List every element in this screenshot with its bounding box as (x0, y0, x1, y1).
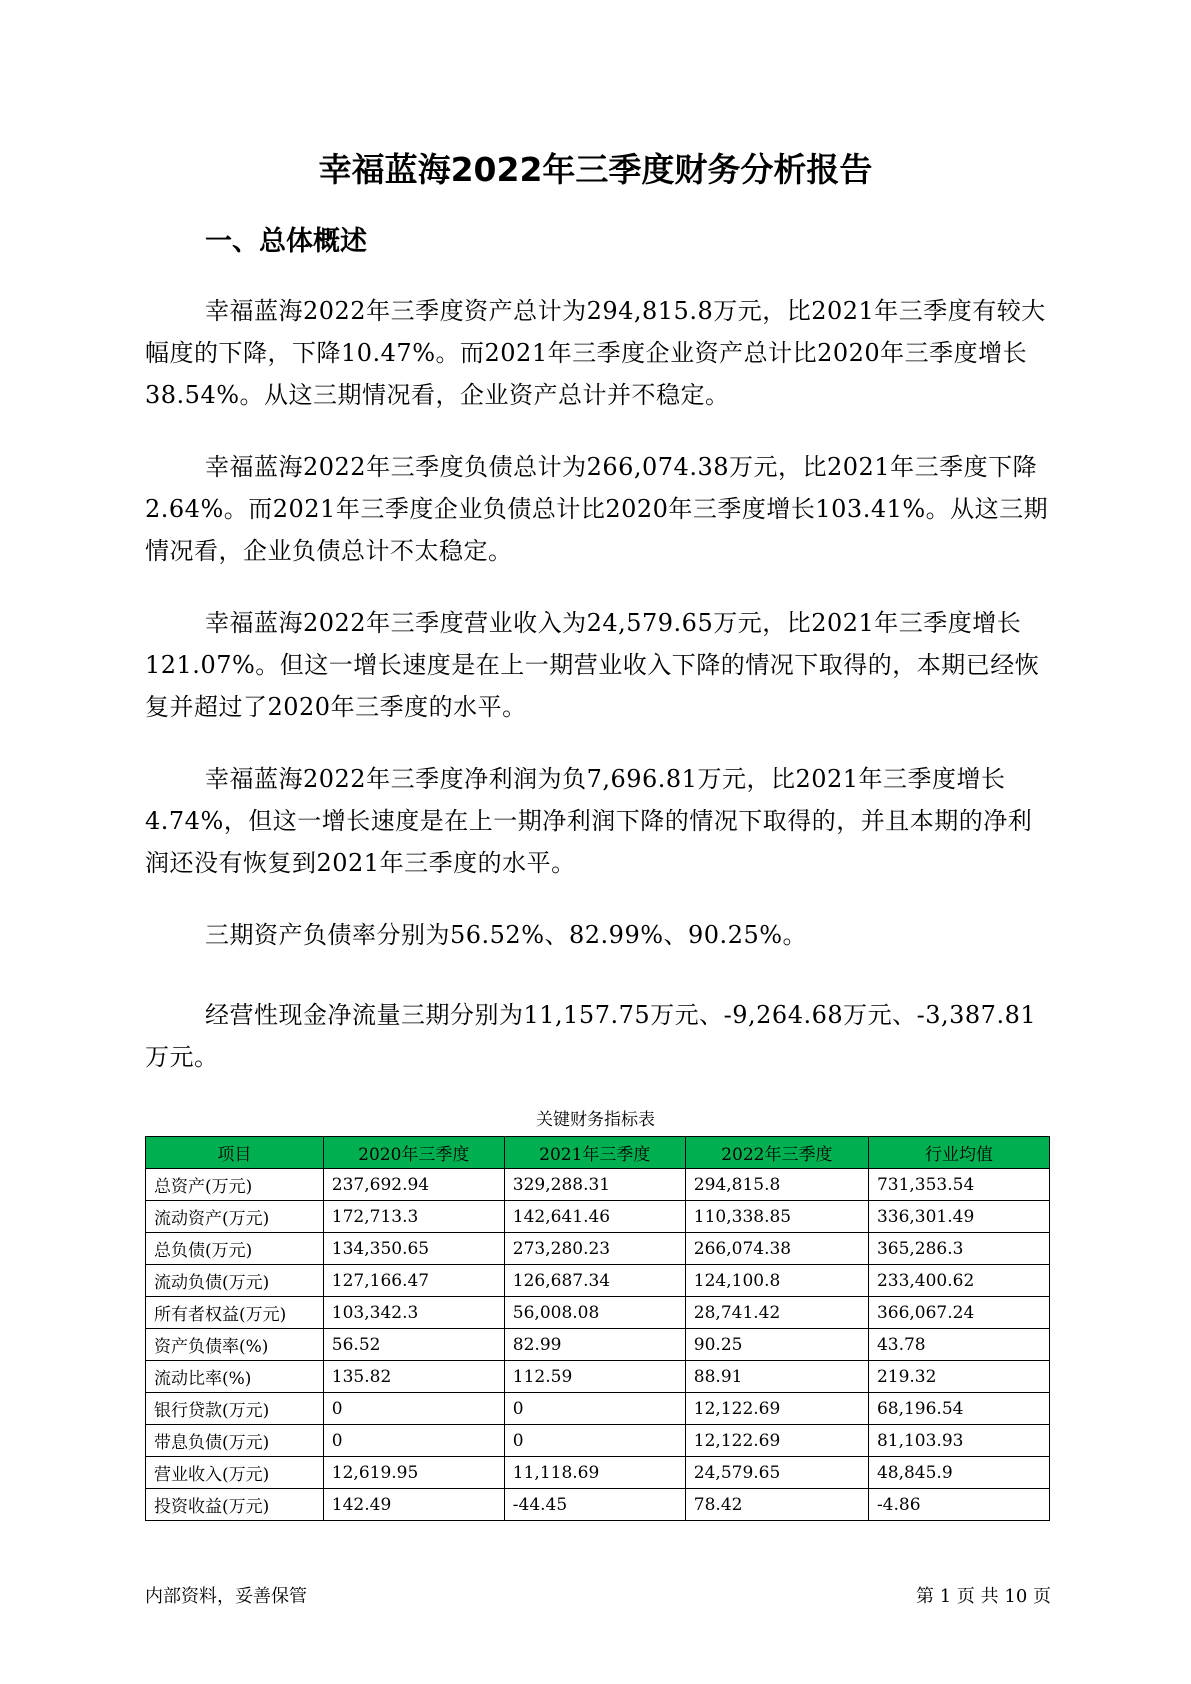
table-cell: 资产负债率(%) (146, 1329, 324, 1361)
table-cell: 731,353.54 (868, 1169, 1049, 1201)
page-title: 幸福蓝海2022年三季度财务分析报告 (318, 150, 873, 189)
table-header-cell: 2021年三季度 (504, 1137, 685, 1169)
table-cell: 12,122.69 (685, 1425, 868, 1457)
table-cell: 134,350.65 (323, 1233, 504, 1265)
paragraph-revenue (145, 602, 1050, 728)
section-heading: 一、总体概述 (205, 226, 367, 257)
table-cell: 124,100.8 (685, 1265, 868, 1297)
table-cell: 43.78 (868, 1329, 1049, 1361)
paragraph-net-profit (145, 758, 1050, 884)
page-number: 第 1 页 共 10 页 (916, 1586, 1051, 1607)
key-financial-indicators-table (145, 1136, 1050, 1521)
table-cell: 273,280.23 (504, 1233, 685, 1265)
table-row (146, 1297, 1050, 1329)
table-cell: 233,400.62 (868, 1265, 1049, 1297)
table-cell: 81,103.93 (868, 1425, 1049, 1457)
table-cell: 110,338.85 (685, 1201, 868, 1233)
table-cell: 0 (323, 1425, 504, 1457)
table-cell: 流动负债(万元) (146, 1265, 324, 1297)
table-caption: 关键财务指标表 (536, 1110, 655, 1130)
table-cell: 329,288.31 (504, 1169, 685, 1201)
paragraph-text: 三期资产负债率分别为56.52%、82.99%、90.25%。 (205, 921, 808, 949)
table-row (146, 1201, 1050, 1233)
table-cell: 68,196.54 (868, 1393, 1049, 1425)
paragraph-debt-ratio (145, 914, 1050, 956)
table-cell: 投资收益(万元) (146, 1489, 324, 1521)
table-row (146, 1425, 1050, 1457)
table-cell: 12,619.95 (323, 1457, 504, 1489)
paragraph-assets (145, 290, 1050, 416)
table-row (146, 1489, 1050, 1521)
table-header-row (146, 1137, 1050, 1169)
table-cell: 366,067.24 (868, 1297, 1049, 1329)
table-cell: 流动资产(万元) (146, 1201, 324, 1233)
table-cell: 0 (323, 1393, 504, 1425)
table-row (146, 1169, 1050, 1201)
paragraph-text: 幸福蓝海2022年三季度净利润为负7,696.81万元，比2021年三季度增长4.74%，但这一增长速度是在上一期净利润下降的情况下取得的，并且本期的净利润还没有恢复到2021年三季度的水平。 (145, 765, 1033, 877)
table-cell: 82.99 (504, 1329, 685, 1361)
table-cell: 流动比率(%) (146, 1361, 324, 1393)
table-cell: 56.52 (323, 1329, 504, 1361)
table-cell: 365,286.3 (868, 1233, 1049, 1265)
table-cell: 总资产(万元) (146, 1169, 324, 1201)
table-cell: 12,122.69 (685, 1393, 868, 1425)
table-cell: 带息负债(万元) (146, 1425, 324, 1457)
paragraph-text: 经营性现金净流量三期分别为11,157.75万元、-9,264.68万元、-3,387.81万元。 (145, 1001, 1037, 1071)
table-cell: 0 (504, 1425, 685, 1457)
table-cell: 所有者权益(万元) (146, 1297, 324, 1329)
table-cell: 294,815.8 (685, 1169, 868, 1201)
table-cell: 90.25 (685, 1329, 868, 1361)
table-row (146, 1393, 1050, 1425)
table-cell: 103,342.3 (323, 1297, 504, 1329)
table-cell: 11,118.69 (504, 1457, 685, 1489)
table-cell: 78.42 (685, 1489, 868, 1521)
paragraph-text: 幸福蓝海2022年三季度资产总计为294,815.8万元，比2021年三季度有较大幅度的下降，下降10.47%。而2021年三季度企业资产总计比2020年三季度增长38.54%。从这三期情况看，企业资产总计并不稳定。 (145, 297, 1046, 409)
table-header-cell: 行业均值 (868, 1137, 1049, 1169)
table-header-cell: 2022年三季度 (685, 1137, 868, 1169)
table-cell: 24,579.65 (685, 1457, 868, 1489)
table-row (146, 1265, 1050, 1297)
table-cell: 48,845.9 (868, 1457, 1049, 1489)
table-cell: 237,692.94 (323, 1169, 504, 1201)
table-cell: 28,741.42 (685, 1297, 868, 1329)
table-cell: -44.45 (504, 1489, 685, 1521)
paragraph-cash-flow (145, 994, 1050, 1078)
table-cell: 88.91 (685, 1361, 868, 1393)
table-row (146, 1457, 1050, 1489)
table-cell: 总负债(万元) (146, 1233, 324, 1265)
table-cell: 142,641.46 (504, 1201, 685, 1233)
table-header-cell: 项目 (146, 1137, 324, 1169)
table-cell: 266,074.38 (685, 1233, 868, 1265)
table-row (146, 1361, 1050, 1393)
table-cell: 219.32 (868, 1361, 1049, 1393)
paragraph-liabilities (145, 446, 1050, 572)
table-cell: 135.82 (323, 1361, 504, 1393)
paragraph-text: 幸福蓝海2022年三季度营业收入为24,579.65万元，比2021年三季度增长121.07%。但这一增长速度是在上一期营业收入下降的情况下取得的，本期已经恢复并超过了2020年三季度的水平。 (145, 609, 1040, 721)
table-cell: 112.59 (504, 1361, 685, 1393)
table-cell: 127,166.47 (323, 1265, 504, 1297)
table-cell: -4.86 (868, 1489, 1049, 1521)
table-cell: 172,713.3 (323, 1201, 504, 1233)
table-row (146, 1233, 1050, 1265)
table-cell: 银行贷款(万元) (146, 1393, 324, 1425)
table-row (146, 1329, 1050, 1361)
table-cell: 126,687.34 (504, 1265, 685, 1297)
table-cell: 142.49 (323, 1489, 504, 1521)
paragraph-text: 幸福蓝海2022年三季度负债总计为266,074.38万元，比2021年三季度下降2.64%。而2021年三季度企业负债总计比2020年三季度增长103.41%。从这三期情况看，企业负债总计不太稳定。 (145, 453, 1049, 565)
footer-confidential-note: 内部资料，妥善保管 (145, 1586, 307, 1607)
table-cell: 336,301.49 (868, 1201, 1049, 1233)
table-cell: 0 (504, 1393, 685, 1425)
table-header-cell: 2020年三季度 (323, 1137, 504, 1169)
table-cell: 56,008.08 (504, 1297, 685, 1329)
table-cell: 营业收入(万元) (146, 1457, 324, 1489)
